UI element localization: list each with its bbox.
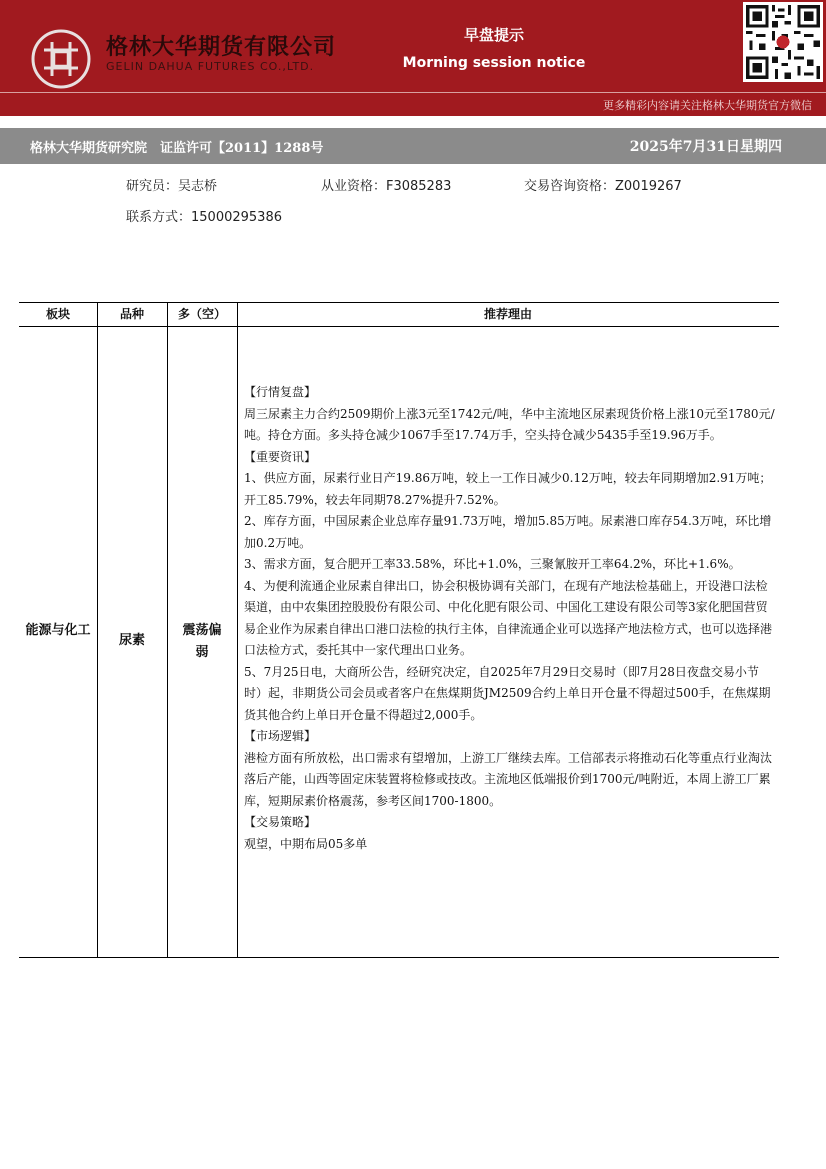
- recommendation-table: [19, 302, 779, 958]
- researcher-name: 研究员：吴志桥: [126, 179, 218, 194]
- table-header-rule: [19, 326, 779, 327]
- follow-note: 更多精彩内容请关注格林大华期货官方微信: [603, 99, 812, 112]
- header-reason: 推荐理由: [483, 307, 532, 321]
- section-heading: 【交易策略】: [244, 815, 317, 829]
- table-column-divider: [167, 302, 168, 958]
- recommendation-reason: [244, 382, 776, 855]
- company-name-en: GELIN DAHUA FUTURES CO.,LTD.: [106, 60, 315, 73]
- header-sector: 板块: [45, 307, 70, 321]
- report-date: 2025年7月31日星期四: [629, 139, 782, 155]
- contact-info: 联系方式：15000295386: [126, 210, 282, 225]
- header-band: [0, 0, 826, 116]
- report-title-en: Morning session notice: [402, 55, 586, 71]
- sector-cell: 能源与化工: [25, 623, 91, 638]
- institute-bar: [0, 128, 826, 164]
- company-name-cn: 格林大华期货有限公司: [106, 35, 337, 60]
- reason-paragraph: 3、需求方面，复合肥开工率33.58%，环比+1.0%，三聚氰胺开工率64.2%，环比+1.6%。: [244, 557, 741, 571]
- reason-paragraph: 4、为便利流通企业尿素自律出口，协会积极协调有关部门，在现有产地法检基础上，开设港口法检渠道，由中农集团控股股份有限公司、中化化肥有限公司、中国化工建设有限公司等3家化肥国营贸易企业作为尿素自律出口港口法检的执行主体，自律流通企业可以选择产地法检方式，也可以选择港口法检方式，委托其中一家代理出口业务。: [244, 578, 773, 657]
- header-variety: 品种: [119, 307, 144, 321]
- table-column-divider: [237, 302, 238, 958]
- header-direction: 多（空）: [177, 307, 226, 321]
- table-bottom-rule: [19, 957, 779, 958]
- report-title-cn: 早盘提示: [463, 26, 524, 44]
- institute-license: 格林大华期货研究院 证监许可【2011】1288号: [30, 141, 324, 156]
- reason-paragraph: 2、库存方面，中国尿素企业总库存量91.73万吨，增加5.85万吨。尿素港口库存54.3万吨，环比增加0.2万吨。: [244, 514, 772, 550]
- researcher-qualification: 从业资格：F3085283: [321, 179, 452, 194]
- consult-qualification: 交易咨询资格：Z0019267: [524, 179, 682, 194]
- reason-paragraph: 港检方面有所放松，出口需求有望增加，上游工厂继续去库。工信部表示将推动石化等重点行业淘汰落后产能，山西等固定床装置将检修或技改。主流地区低端报价到1700元/吨附近，本周上游工厂累库，短期尿素价格震荡，参考区间1700-1800。: [244, 750, 773, 808]
- qr-code-icon: [743, 2, 823, 82]
- section-heading: 【重要资讯】: [244, 449, 317, 464]
- section-heading: 【市场逻辑】: [244, 729, 317, 743]
- table-top-rule: [19, 302, 779, 303]
- section-heading: 【行情复盘】: [244, 385, 317, 399]
- direction-cell: 震荡偏弱: [182, 623, 222, 660]
- reason-paragraph: 5、7月25日电，大商所公告，经研究决定，自2025年7月29日交易时（即7月28日夜盘交易小节时）起，非期货公司会员或者客户在焦煤期货JM2509合约上单日开仓量不得超过500手，在焦煤期货其他合约上单日开仓量不得超过2,000手。: [244, 664, 771, 722]
- company-logo-icon: [30, 28, 92, 90]
- reason-paragraph: 周三尿素主力合约2509期价上涨3元至1742元/吨，华中主流地区尿素现货价格上涨10元至1780元/吨。持仓方面。多头持仓减少1067手至17.74万手，空头持仓减少5435手至19.96万手。: [244, 406, 775, 442]
- header-divider: [0, 92, 826, 93]
- reason-paragraph: 1、供应方面，尿素行业日产19.86万吨，较上一工作日减少0.12万吨，较去年同期增加2.91万吨；开工85.79%，较去年同期78.27%提升7.52%。: [244, 471, 772, 507]
- reason-paragraph: 观望，中期布局05多单: [244, 836, 368, 851]
- variety-cell: 尿素: [118, 633, 145, 648]
